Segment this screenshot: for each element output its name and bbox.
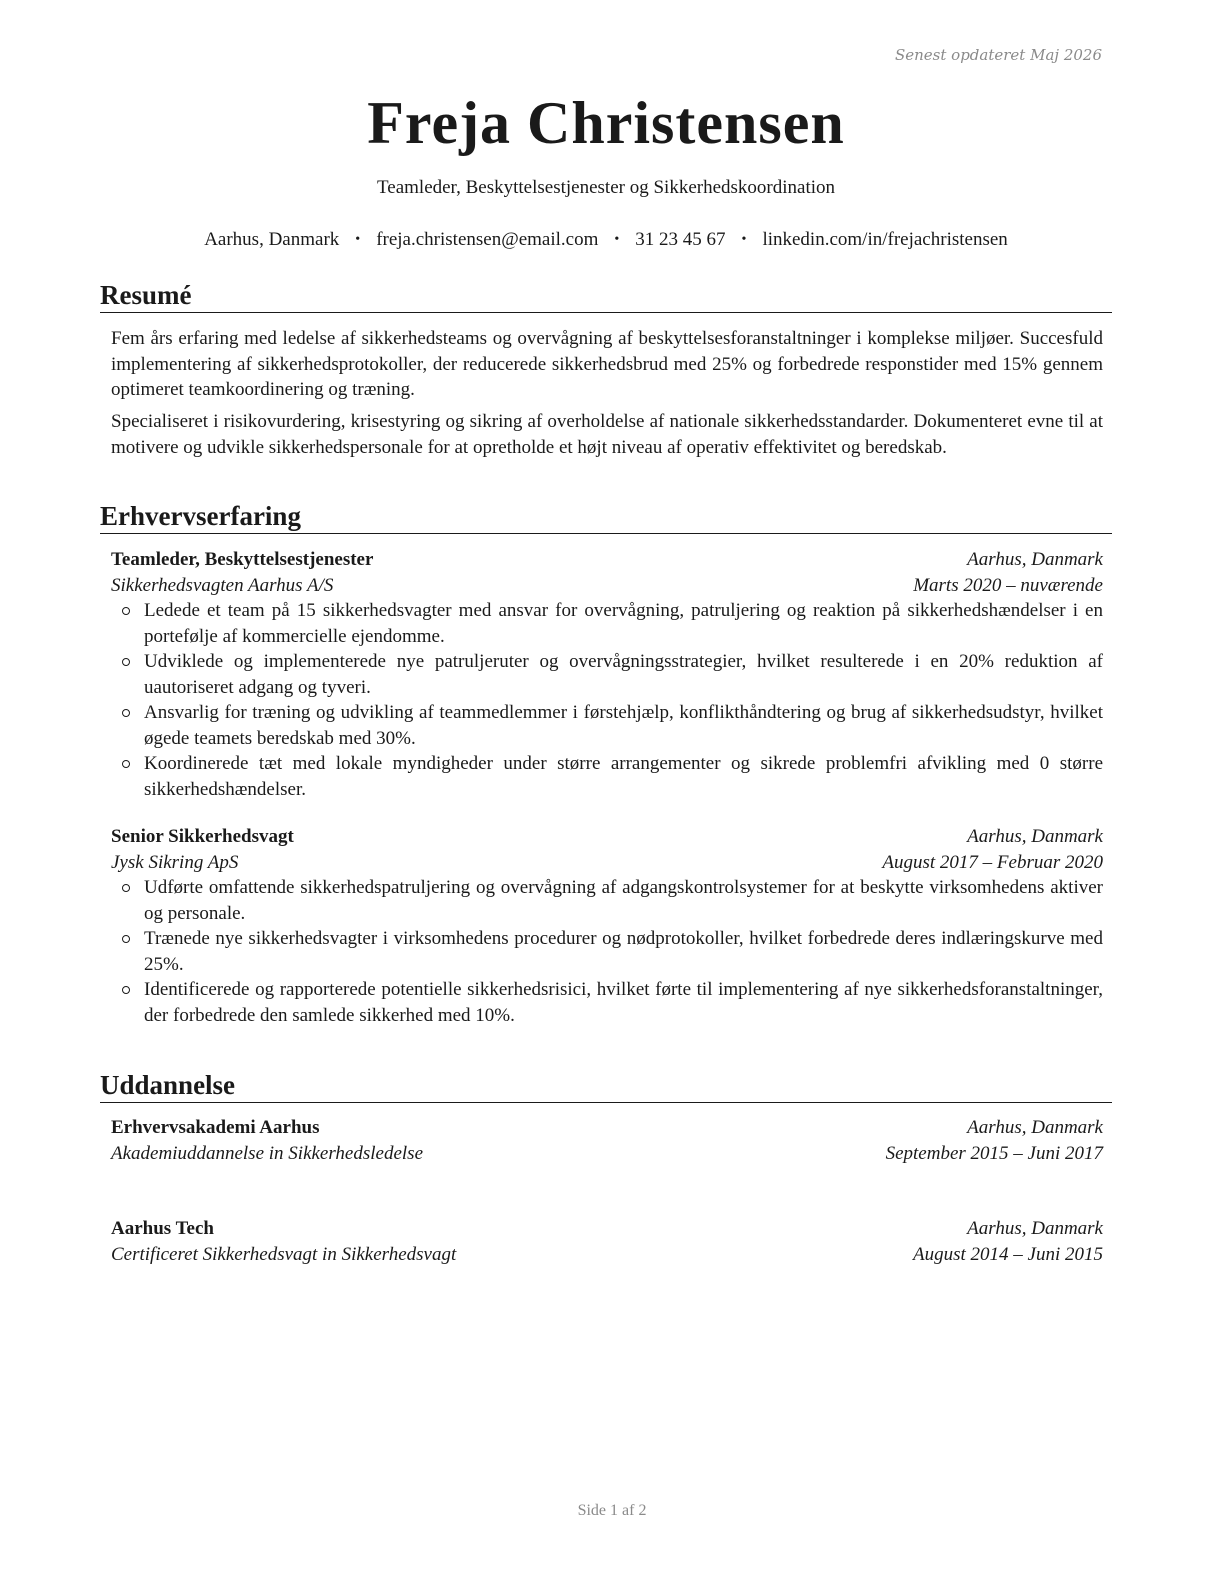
circle-bullet-icon [122,935,130,943]
school-location: Aarhus, Danmark [967,1218,1103,1239]
job-bullets [111,875,1103,1028]
job-company: Sikkerhedsvagten Aarhus A/S [111,574,334,596]
last-updated: Senest opdateret Maj 2026 [894,46,1102,64]
bullet-separator: • [614,232,620,247]
bullet-text: Ansvarlig for træning og udvikling af teammedlemmer i førstehjælp, konflikthåndtering og brug af sikkerhedsudstyr, hvilket øgede teamets beredskab med 30%. [144,702,1103,749]
job-entry [111,547,1103,802]
job-location: Aarhus, Danmark [967,826,1103,847]
circle-bullet-icon [122,986,130,994]
contact-email[interactable]: freja.christensen@email.com [376,229,599,250]
job-role: Senior Sikkerhedsvagt [111,826,294,847]
section-title-experience: Erhvervserfaring [100,501,1112,534]
circle-bullet-icon [122,709,130,717]
school-name: Aarhus Tech [111,1218,214,1239]
circle-bullet-icon [122,658,130,666]
education-entry [111,1216,1103,1267]
section-title-education: Uddannelse [100,1070,1112,1103]
job-company: Jysk Sikring ApS [111,851,239,873]
headline: Teamleder, Beskyttelsestjenester og Sikkerhedskoordination [376,177,835,198]
job-entry [111,824,1103,1028]
list-item [111,977,1103,1028]
list-item [111,875,1103,926]
person-name: Freja Christensen [367,90,845,156]
job-dates: Marts 2020 – nuværende [913,574,1103,596]
list-item [111,926,1103,977]
bullet-text: Udviklede og implementerede nye patruljeruter og overvågningsstrategier, hvilket resulterede i en 20% reduktion af uautoriseret adgang og tyveri. [144,651,1103,698]
bullet-text: Ledede et team på 15 sikkerhedsvagter med ansvar for overvågning, patruljering og reaktion på sikkerhedshændelser i en portefølje af kommercielle ejendomme. [144,600,1103,647]
job-dates: August 2017 – Februar 2020 [882,851,1103,873]
school-location: Aarhus, Danmark [967,1117,1103,1138]
education-dates: August 2014 – Juni 2015 [913,1243,1103,1265]
bullet-separator: • [741,232,747,247]
section-title-summary: Resumé [100,280,1112,313]
summary-paragraph: Specialiseret i risikovurdering, krisestyring og sikring af overholdelse af nationale sikkerhedsstandarder. Dokumenteret evne til at motivere og udvikle sikkerhedspersonale for at opretholde et højt niveau af operativ effektivitet og beredskab. [111,411,1103,458]
circle-bullet-icon [122,607,130,615]
list-item [111,598,1103,649]
summary-paragraph: Fem års erfaring med ledelse af sikkerhedsteams og overvågning af beskyttelsesforanstaltninger i komplekse miljøer. Succesfuld implementering af sikkerhedsprotokoller, der reducerede sikkerhedsbrud med 25% og forbedrede responstider med 15% gennem optimeret teamkoordinering og træning. [111,328,1103,400]
contact-line [100,229,1112,251]
degree: Akademiuddannelse in Sikkerhedsledelse [111,1142,423,1164]
bullet-text: Udførte omfattende sikkerhedspatruljering og overvågning af adgangskontrolsystemer for at beskytte virksomhedens aktiver og personale. [144,877,1103,924]
circle-bullet-icon [122,760,130,768]
list-item [111,649,1103,700]
bullet-text: Identificerede og rapporterede potentielle sikkerhedsrisici, hvilket førte til implementering af nye sikkerhedsforanstaltninger, der forbedrede den samlede sikkerhed med 10%. [144,979,1103,1026]
bullet-text: Koordinerede tæt med lokale myndigheder under større arrangementer og sikrede problemfri afvikling med 0 større sikkerhedshændelser. [144,753,1103,800]
job-location: Aarhus, Danmark [967,549,1103,570]
circle-bullet-icon [122,884,130,892]
page-number: Side 1 af 2 [577,1502,647,1519]
education-entry [111,1115,1103,1166]
contact-phone: 31 23 45 67 [635,229,726,250]
education-dates: September 2015 – Juni 2017 [885,1142,1103,1164]
school-name: Erhvervsakademi Aarhus [111,1117,320,1138]
contact-location: Aarhus, Danmark [204,229,340,250]
bullet-separator: • [355,232,361,247]
list-item [111,751,1103,802]
job-role: Teamleder, Beskyttelsestjenester [111,549,374,570]
job-bullets [111,598,1103,802]
list-item [111,700,1103,751]
bullet-text: Trænede nye sikkerhedsvagter i virksomhedens procedurer og nødprotokoller, hvilket forbedrede deres indlæringskurve med 25%. [144,928,1103,975]
degree: Certificeret Sikkerhedsvagt in Sikkerhedsvagt [111,1243,457,1265]
contact-linkedin[interactable]: linkedin.com/in/frejachristensen [762,229,1008,250]
